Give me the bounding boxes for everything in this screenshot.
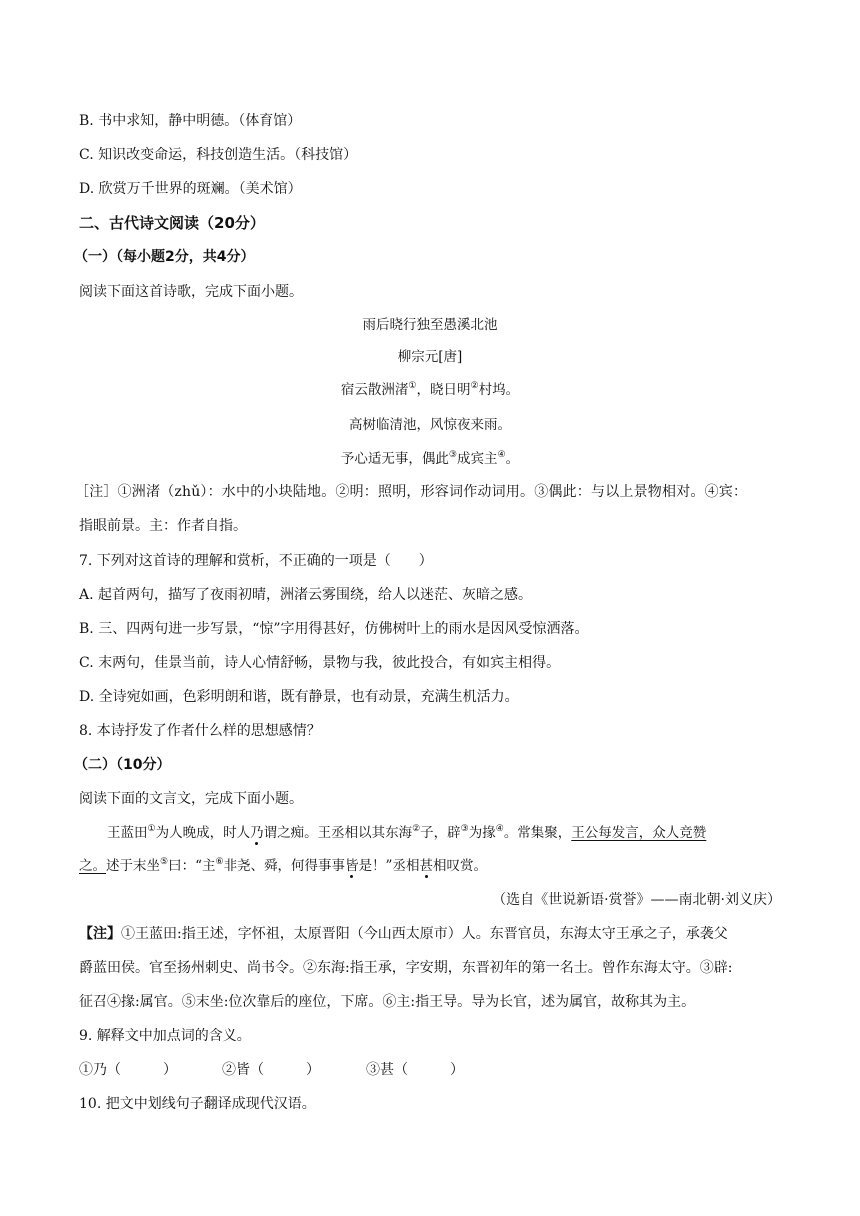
question-7: 7. 下列对这首诗的理解和赏析，不正确的一项是（ ）: [79, 553, 433, 569]
underlined-sentence-part-1: 王公每发言，众人竞赞: [571, 825, 707, 841]
question-9: 9. 解释文中加点词的含义。: [79, 1028, 251, 1044]
q9-item-3: ③甚（ ）: [366, 1062, 464, 1078]
poem-note-line-1: ［注］①洲渚（zhǔ）：水中的小块陆地。②明：照明，形容词作动词用。③偶此：与以上景物相对。④宾：: [75, 484, 748, 500]
poem-line-2: 高树临清池，风惊夜来雨。: [349, 417, 511, 433]
option-b: B. 书中求知，静中明德。（体育馆）: [79, 113, 302, 129]
dotted-word-shen: 甚: [419, 858, 433, 874]
poem-line-3: 予心适无事，偶此③成宾主④。: [340, 450, 520, 467]
option-c: C. 知识改变命运，科技创造生活。（科技馆）: [79, 147, 358, 163]
poem-line-1: 宿云散洲渚①，晓日明②村坞。: [340, 381, 520, 398]
poem-note-line-2: 指眼前景。主：作者自指。: [79, 518, 247, 534]
q7-option-a: A. 起首两句，描写了夜雨初晴，洲渚云雾围绕，给人以迷茫、灰暗之感。: [79, 587, 533, 603]
q9-item-1: ①乃（ ）: [79, 1062, 177, 1078]
question-10: 10. 把文中划线句子翻译成现代汉语。: [79, 1096, 316, 1112]
q7-option-d: D. 全诗宛如画，色彩明朗和谐，既有静景，也有动景，充满生机活力。: [79, 689, 519, 705]
underlined-sentence-part-2: 之。: [79, 858, 106, 874]
question-8: 8. 本诗抒发了作者什么样的思想感情？: [79, 723, 321, 739]
passage-source: （选自《世说新语·赏誉》——南北朝·刘义庆）: [492, 892, 781, 908]
passage-note-line-1: 【注】①王蓝田:指王述，字怀祖，太原晋阳（今山西太原市）人。东晋官员，东海太守王承之子，承袭父: [79, 926, 728, 942]
part1-instruction: 阅读下面这首诗歌，完成下面小题。: [79, 284, 303, 300]
passage-note-line-3: 征召④掾:属官。⑤末坐:位次靠后的座位，下席。⑥主:指王导。导为长官，述为属官，故称其为主。: [79, 994, 696, 1010]
q7-option-c: C. 末两句，佳景当前，诗人心情舒畅，景物与我，彼此投合，有如宾主相得。: [79, 655, 561, 671]
part2-instruction: 阅读下面的文言文，完成下面小题。: [79, 791, 303, 807]
passage-line-2: 之。述于末坐⑤曰：“主⑥非尧、舜，何得事事皆是！”丞相甚相叹赏。: [79, 857, 487, 874]
q7-option-b: B. 三、四两句进一步写景，“惊”字用得甚好，仿佛树叶上的雨水是因风受惊洒落。: [79, 621, 589, 637]
section-title: 二、古代诗文阅读（20分）: [79, 214, 265, 232]
part2-title: （二）（10分）: [74, 757, 171, 773]
passage-note-line-2: 爵蓝田侯。官至扬州刺史、尚书令。②东海:指王承，字安期，东晋初年的第一名士。曾作东海太守。③辟:: [79, 960, 733, 976]
poem-author: 柳宗元[唐]: [397, 349, 463, 365]
dotted-word-jie: 皆: [345, 858, 359, 874]
poem-title: 雨后晓行独至愚溪北池: [362, 317, 498, 333]
option-d: D. 欣赏万千世界的斑斓。（美术馆）: [79, 181, 302, 197]
dotted-word-nai: 乃: [250, 825, 264, 841]
part1-title: （一）（每小题2分，共4分）: [74, 249, 255, 265]
q9-item-2: ②皆（ ）: [222, 1062, 320, 1078]
passage-line-1: 王蓝田①为人晚成，时人乃谓之痴。王丞相以其东海②子，辟③为掾④。常集聚，王公每发言，众人竞赞: [107, 824, 707, 841]
